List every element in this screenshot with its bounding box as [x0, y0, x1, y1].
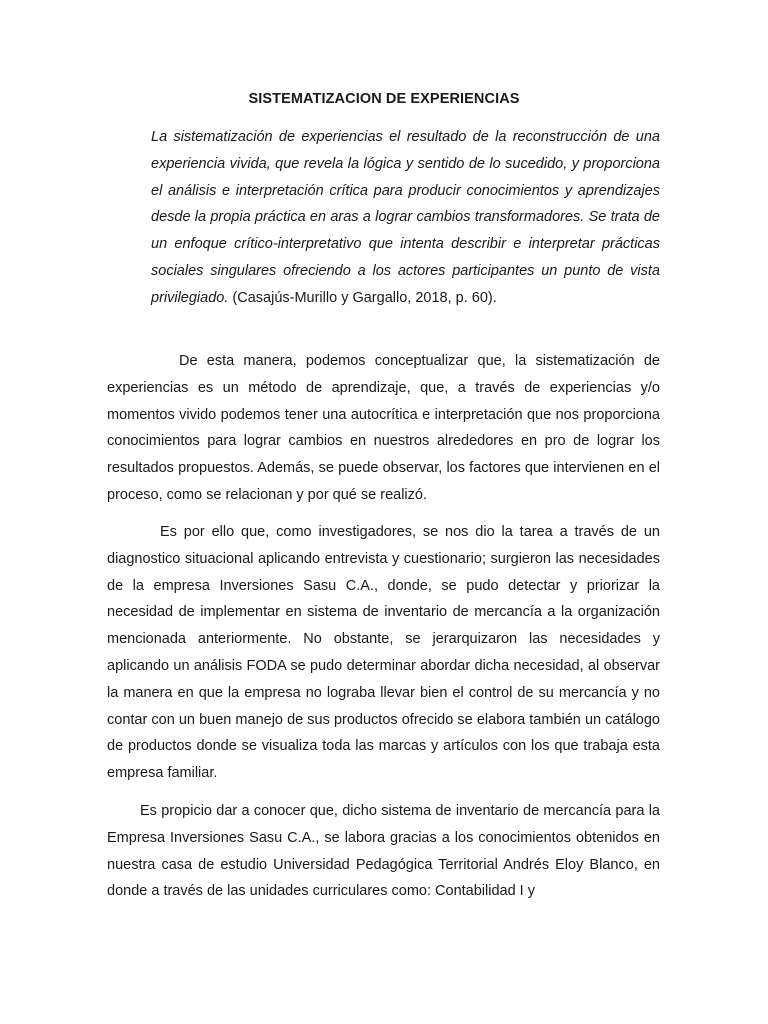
block-quote — [151, 124, 660, 312]
paragraph-3: Es propicio dar a conocer que, dicho sistema de inventario de mercancía para la Empresa Inversiones Sasu C.A., se labora gracias a los conocimientos obtenidos en nuestra casa de estudio Universidad Pedagógica Territorial Andrés Eloy Blanco, en donde a través de las unidades curriculares como: Contabilidad I y — [107, 803, 660, 900]
quote-citation: (Casajús-Murillo y Gargallo, 2018, p. 60). — [228, 289, 497, 306]
document-title: SISTEMATIZACION DE EXPERIENCIAS — [248, 91, 520, 107]
paragraph-2: Es por ello que, como investigadores, se nos dio la tarea a través de un diagnostico situacional aplicando entrevista y cuestionario; surgieron las necesidades de la empresa Inversiones Sasu C.A., donde, se pudo detectar y priorizar la necesidad de implementar en sistema de inventario de mercancía a la organización mencionada anteriormente. No obstante, se jerarquizaron las necesidades y aplicando un análisis FODA se pudo determinar abordar dicha necesidad, al observar la manera en que la empresa no lograba llevar bien el control de su mercancía y no contar con un buen manejo de sus productos ofrecido se elabora también un catálogo de productos donde se visualiza toda las marcas y artículos con los que trabaja esta empresa familiar. — [107, 524, 660, 782]
paragraph-1: De esta manera, podemos conceptualizar que, la sistematización de experiencias es un método de aprendizaje, que, a través de experiencias y/o momentos vivido podemos tener una autocrítica e interpretación que nos proporciona conocimientos para lograr cambios en nuestros alrededores en pro de lograr los resultados propuestos. Además, se puede observar, los factores que intervienen en el proceso, como se relacionan y por qué se realizó. — [107, 353, 660, 503]
quote-text: La sistematización de experiencias el resultado de la reconstrucción de una experiencia vivida, que revela la lógica y sentido de lo sucedido, y proporciona el análisis e interpretación crítica para producir conocimientos y aprendizajes desde la propia práctica en aras a lograr cambios transformadores. Se trata de un enfoque crítico-interpretativo que intenta describir e interpretar prácticas sociales singulares ofreciendo a los actores participantes un punto de vista privilegiado. — [151, 129, 660, 306]
